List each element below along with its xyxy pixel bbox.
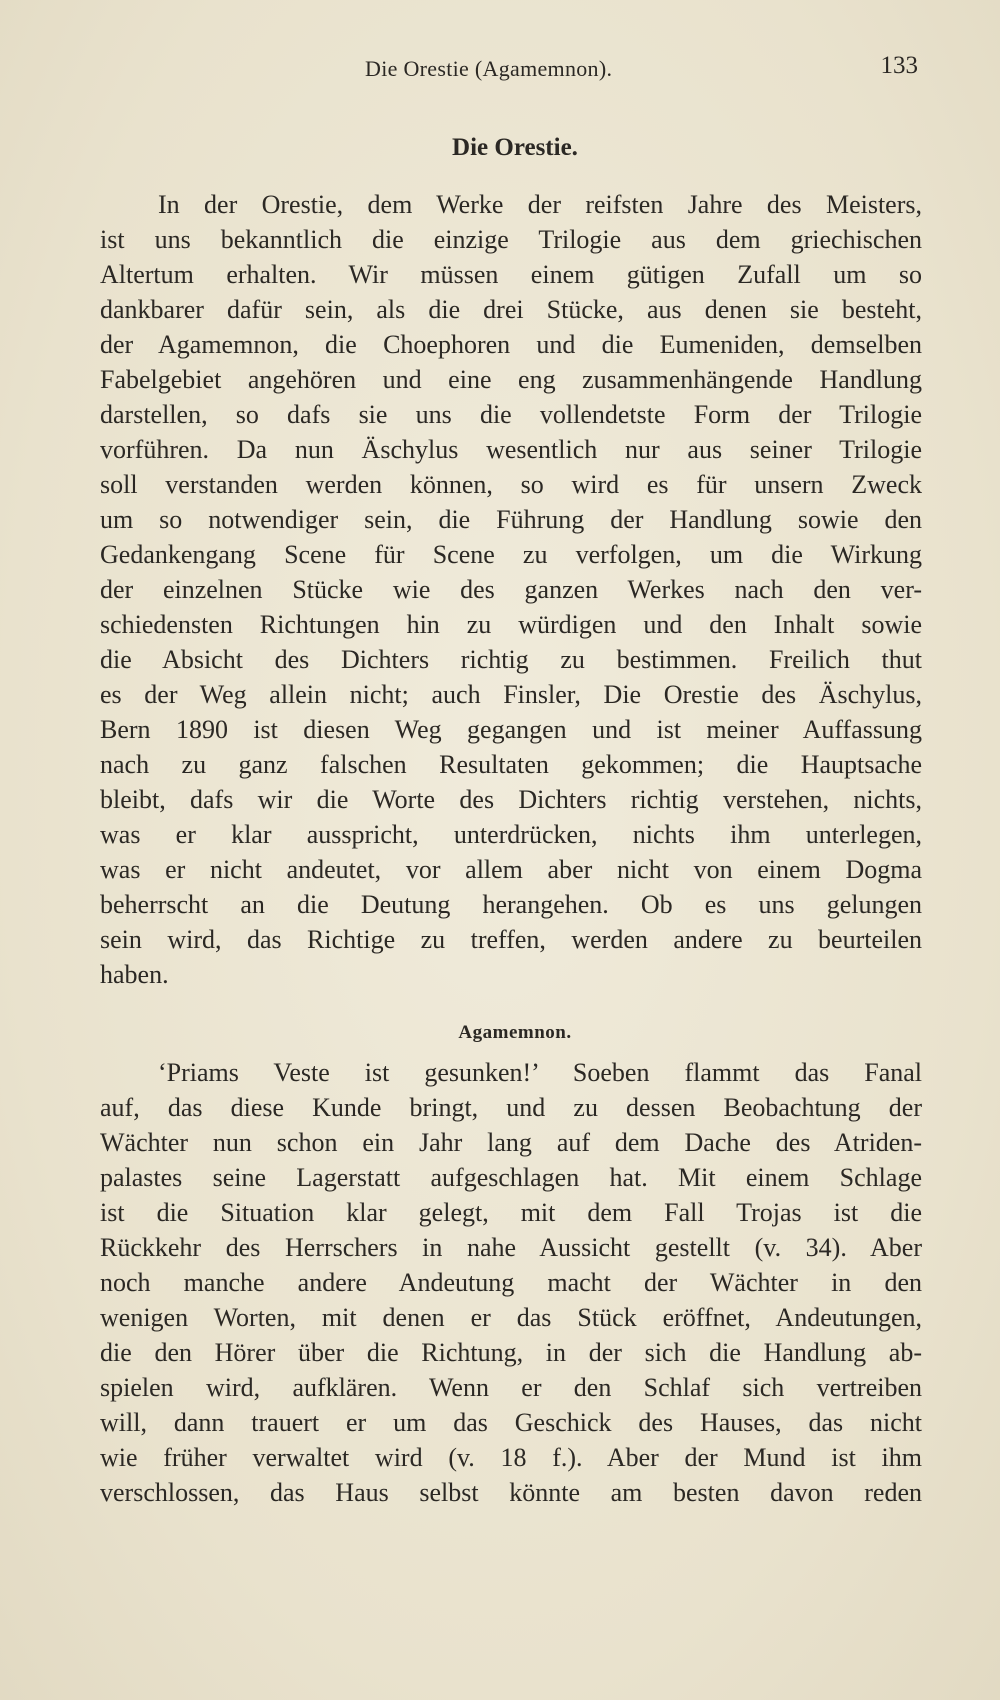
text-line: die den Hörer über die Richtung, in der sich die Handlung ab- xyxy=(100,1338,922,1367)
text-line: ‘Priams Veste ist gesunken!’ Soeben flammt das Fanal xyxy=(158,1058,922,1087)
page-number: 133 xyxy=(880,52,918,79)
text-line: spielen wird, aufklären. Wenn er den Schlaf sich vertreiben xyxy=(100,1373,922,1402)
text-line: Fabelgebiet angehören und eine eng zusammenhängende Handlung xyxy=(100,365,922,394)
paragraph-agamemnon xyxy=(100,1055,922,1510)
text-line: um so notwendiger sein, die Führung der Handlung sowie den xyxy=(100,505,922,534)
text-line: palastes seine Lagerstatt aufgeschlagen hat. Mit einem Schlage xyxy=(100,1163,922,1192)
text-line: darstellen, so dafs sie uns die vollendetste Form der Trilogie xyxy=(100,400,922,429)
text-line: die Absicht des Dichters richtig zu bestimmen. Freilich thut xyxy=(100,645,922,674)
text-line: ist die Situation klar gelegt, mit dem Fall Trojas ist die xyxy=(100,1198,922,1227)
text-line: vorführen. Da nun Äschylus wesentlich nur aus seiner Trilogie xyxy=(100,435,922,464)
text-line: haben. xyxy=(100,960,169,989)
text-line: auf, das diese Kunde bringt, und zu dessen Beobachtung der xyxy=(100,1093,922,1122)
text-line: schiedensten Richtungen hin zu würdigen und den Inhalt sowie xyxy=(100,610,922,639)
text-line: was er nicht andeutet, vor allem aber nicht von einem Dogma xyxy=(100,855,922,884)
text-line: sein wird, das Richtige zu treffen, werden andere zu beurteilen xyxy=(100,925,922,954)
text-line: Altertum erhalten. Wir müssen einem gütigen Zufall um so xyxy=(100,260,922,289)
text-line: wenigen Worten, mit denen er das Stück eröffnet, Andeutungen, xyxy=(100,1303,922,1332)
subheading-agamemnon: Agamemnon. xyxy=(458,1022,572,1043)
text-line: der einzelnen Stücke wie des ganzen Werkes nach den ver- xyxy=(100,575,922,604)
text-line: soll verstanden werden können, so wird es für unsern Zweck xyxy=(100,470,922,499)
text-line: wie früher verwaltet wird (v. 18 f.). Aber der Mund ist ihm xyxy=(100,1443,922,1472)
text-line: will, dann trauert er um das Geschick des Hauses, das nicht xyxy=(100,1408,922,1437)
paragraph-introduction xyxy=(100,187,922,992)
running-head xyxy=(100,52,922,86)
text-line: ist uns bekanntlich die einzige Trilogie aus dem griechischen xyxy=(100,225,922,254)
text-line: es der Weg allein nicht; auch Finsler, Die Orestie des Äschylus, xyxy=(100,680,922,709)
text-line: dankbarer dafür sein, als die drei Stücke, aus denen sie besteht, xyxy=(100,295,922,324)
text-line: In der Orestie, dem Werke der reifsten Jahre des Meisters, xyxy=(158,190,922,219)
text-line: Gedankengang Scene für Scene zu verfolgen, um die Wirkung xyxy=(100,540,922,569)
text-line: noch manche andere Andeutung macht der Wächter in den xyxy=(100,1268,922,1297)
text-line: Wächter nun schon ein Jahr lang auf dem Dache des Atriden- xyxy=(100,1128,922,1157)
running-title: Die Orestie (Agamemnon). xyxy=(365,56,613,81)
text-line: der Agamemnon, die Choephoren und die Eumeniden, demselben xyxy=(100,330,922,359)
text-line: was er klar ausspricht, unterdrücken, nichts ihm unterlegen, xyxy=(100,820,922,849)
text-line: beherrscht an die Deutung herangehen. Ob es uns gelungen xyxy=(100,890,922,919)
text-line: Rückkehr des Herrschers in nahe Aussicht gestellt (v. 34). Aber xyxy=(100,1233,922,1262)
section-title: Die Orestie. xyxy=(452,134,578,161)
text-line: Bern 1890 ist diesen Weg gegangen und ist meiner Auffassung xyxy=(100,715,922,744)
text-line: nach zu ganz falschen Resultaten gekommen; die Hauptsache xyxy=(100,750,922,779)
text-line: verschlossen, das Haus selbst könnte am besten davon reden xyxy=(100,1478,922,1507)
text-line: bleibt, dafs wir die Worte des Dichters richtig verstehen, nichts, xyxy=(100,785,922,814)
